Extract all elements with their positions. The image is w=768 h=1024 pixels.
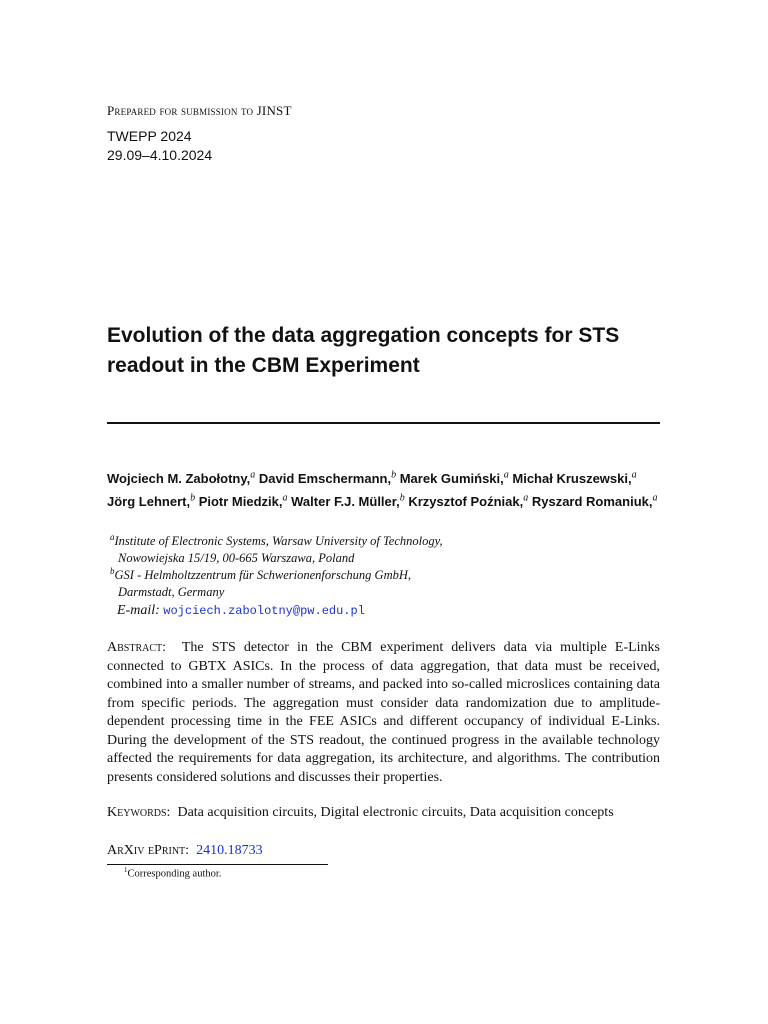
author: Ryszard Romaniuk,$^a$ (531, 492, 658, 510)
affiliation-b: $^b$GSI - Helmholtzzentrum für Schwerionenforschung GmbH, Darmstadt, Germany (110, 566, 412, 600)
footnote: $^1$Corresponding author. (124, 866, 222, 880)
submission-note: Prepared for submission to JINST (107, 103, 292, 118)
keywords (107, 805, 660, 821)
conference-name: TWEPP 2024 (107, 128, 192, 144)
title-rule (107, 422, 660, 424)
abstract-text: The STS detector in the CBM experiment delivers data via multiple E-Links connected to GBTX ASICs. In the process of data aggregation, that data must be received, combined into a smaller number of streams, and packed into so-called microslices containing data from specific periods. The aggregation must consider data randomization due to amplitude-dependent processing time in the FEE ASICs and different occupancy of individual E-Links. During the development of the STS readout, the continued progress in the available technology affected the requirements for data aggregation, its architecture, and algorithms. The contribution presents considered solutions and discusses their properties. (107, 640, 660, 785)
author: Michał Kruszewski,$^a$ (512, 470, 637, 487)
arxiv-eprint (107, 843, 263, 859)
email-label: E-mail: (117, 603, 160, 618)
author: Krzysztof Poźniak,$^a$ (408, 492, 529, 510)
conference-dates: 29.09–4.10.2024 (107, 147, 213, 163)
footnote-rule (107, 864, 328, 865)
arxiv-link[interactable]: 2410.18733 (196, 843, 263, 858)
author: Marek Gumiński,$^a$ (399, 470, 509, 487)
author: Wojciech M. Zabołotny,$^a$ (107, 470, 256, 487)
paper-title: Evolution of the data aggregation concepts for STS readout in the CBM Experiment (107, 324, 620, 377)
author-list (107, 466, 667, 512)
abstract-label: Abstract: (107, 640, 167, 655)
author: Jörg Lehnert,$^b$ (107, 492, 196, 510)
abstract (107, 639, 660, 787)
author: Piotr Miedzik,$^a$ (198, 492, 288, 510)
author: Walter F.J. Müller,$^b$ (291, 492, 405, 510)
author: David Emschermann,$^b$ (258, 470, 397, 487)
keywords-label: Keywords: (107, 805, 171, 820)
keywords-text: Data acquisition circuits, Digital electronic circuits, Data acquisition concepts (177, 805, 614, 820)
email-link[interactable]: wojciech.zabolotny@pw.edu.pl (163, 604, 365, 618)
arxiv-label: ArXiv ePrint: (107, 843, 190, 858)
contact-email (117, 603, 365, 619)
affiliation-a: $^a$Institute of Electronic Systems, Warsaw University of Technology, Nowowiejska 15/19, 00-665 Warszawa, Poland (110, 532, 443, 566)
